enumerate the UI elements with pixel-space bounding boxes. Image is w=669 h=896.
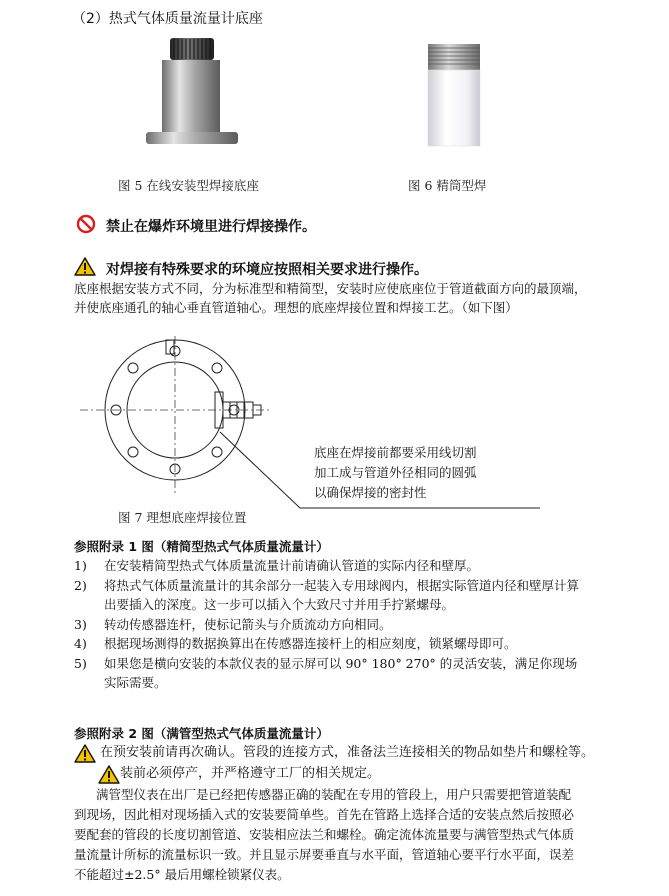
- list-item: [74, 576, 644, 615]
- list-item: [74, 615, 644, 635]
- intro-line: 底座根据安装方式不同，分为标准型和精简型，安装时应使底座位于管道截面方向的最顶端，: [74, 281, 587, 296]
- item-text: 在安装精简型热式气体质量流量计前请确认管道的实际内径和壁厚。: [104, 558, 480, 573]
- list-item: [74, 556, 644, 576]
- prohibit-icon: [76, 214, 96, 234]
- no-welding-warning: 禁止在爆炸环境里进行焊接操作。: [106, 219, 316, 235]
- item-number: 1): [74, 558, 87, 573]
- pre-install-check-note: 在预安装前请再次确认。管段的连接方式，准备法兰连接相关的物品如垫片和螺栓等。: [100, 745, 595, 760]
- paragraph-line: 量流量计所标的流量标识一致。并且显示屏要垂直与水平面，管道轴心要平行水平面，误差: [74, 847, 575, 862]
- warning-icon: [98, 765, 120, 784]
- figure-6-simplified-base-image: [424, 40, 486, 150]
- warning-icon: [74, 744, 96, 763]
- intro-line: 并使底座通孔的轴心垂直管道轴心。理想的底座焊接位置和焊接工艺。（如下图）: [74, 300, 518, 315]
- appendix-2-title: 参照附录 2 图（满管型热式气体质量流量计）: [74, 726, 329, 741]
- diagram-note-line: 以确保焊接的密封性: [314, 485, 427, 500]
- paragraph-line: 不能超过±2.5° 最后用螺栓锁紧仪表。: [74, 867, 290, 882]
- paragraph-line: 满管型仪表在出厂是已经把传感器正确的装配在专用的管段上，用户只需要把管道装配: [96, 787, 572, 802]
- section-heading: （2）热式气体质量流量计底座: [72, 11, 263, 27]
- figure-6-caption: 图 6 精筒型焊: [408, 178, 487, 193]
- warning-icon: [74, 257, 96, 276]
- diagram-note-line: 加工成与管道外径相同的圆弧: [314, 465, 477, 480]
- item-text: 根据现场测得的数据换算出在传感器连接杆上的相应刻度，锁紧螺母即可。: [104, 636, 517, 651]
- paragraph-line: 到现场，因此相对现场插入式的安装要简单些。首先在管路上选择合适的安装点然后按照必: [74, 807, 575, 822]
- figure-7-caption: 图 7 理想底座焊接位置: [118, 510, 247, 525]
- appendix-1-list: [74, 556, 644, 693]
- diagram-note: [314, 443, 477, 503]
- list-item: [74, 634, 644, 654]
- list-item: [74, 654, 644, 693]
- item-text: 实际需要。: [104, 675, 167, 690]
- special-environment-warning: 对焊接有特殊要求的环境应按照相关要求进行操作。: [106, 262, 428, 278]
- item-text: 将热式气体质量流量计的其余部分一起装入专用球阀内，根据实际管道内径和壁厚计算: [104, 577, 580, 593]
- intro-paragraph: [74, 279, 644, 317]
- full-pipe-paragraph: [74, 785, 646, 885]
- item-number: 4): [74, 636, 87, 651]
- figure-5-caption: 图 5 在线安装型焊接底座: [118, 178, 259, 193]
- figure-5-welded-base-image: [140, 36, 250, 148]
- shutdown-note: 装前必须停产，并严格遵守工厂的相关规定。: [120, 766, 381, 781]
- item-number: 3): [74, 616, 87, 632]
- item-number: 2): [74, 577, 87, 593]
- appendix-1-title: 参照附录 1 图（精简型热式气体质量流量计）: [74, 539, 329, 554]
- diagram-note-line: 底座在焊接前都要采用线切割: [314, 445, 477, 460]
- item-text: 如果您是横向安装的本款仪表的显示屏可以 90° 180° 270° 的灵活安装，满足你现场: [104, 655, 578, 671]
- paragraph-line: 要配套的管段的长度切割管道、安装相应法兰和螺栓。确定流体流量要与满管型热式气体质: [74, 827, 575, 842]
- item-text: 出要插入的深度。这一步可以插入个大致尺寸并用手拧紧螺母。: [104, 597, 455, 612]
- item-text: 转动传感器连杆，使标记箭头与介质流动方向相同。: [104, 616, 392, 632]
- item-number: 5): [74, 655, 87, 671]
